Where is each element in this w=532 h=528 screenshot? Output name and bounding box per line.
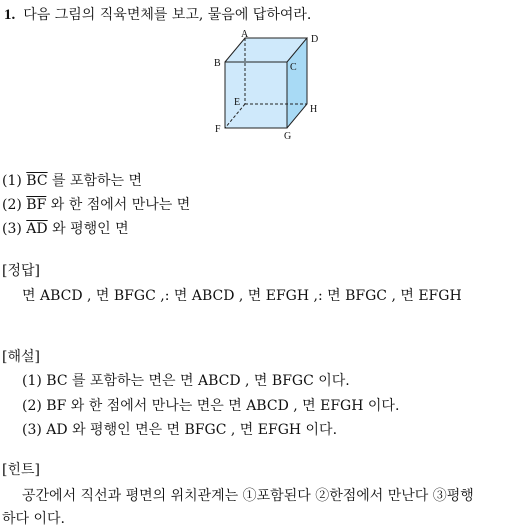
answer-text: 면 ABCD , 면 BFGC ,: 면 ABCD , 면 EFGH ,: 면 BFGC , 면 EFGH bbox=[22, 288, 462, 304]
vertex-label-h: H bbox=[310, 104, 318, 115]
vertex-label-a: A bbox=[241, 29, 249, 40]
subquestion-text: 와 평행인 면 bbox=[47, 221, 129, 237]
hint-heading: [힌트] bbox=[2, 462, 40, 478]
vertex-label-d: D bbox=[311, 34, 319, 45]
segment-bf: $\overline{BF}$ bbox=[26, 197, 47, 213]
subquestion-2 bbox=[2, 194, 190, 214]
vertex-label-g: G bbox=[284, 131, 292, 140]
segment-ad: $\overline{AD}$ bbox=[26, 221, 48, 237]
subquestion-number: (3) bbox=[2, 221, 22, 237]
hint-line-1: 공간에서 직선과 평면의 위치관계는 ①포함된다 ②한점에서 만난다 ③평행 bbox=[22, 488, 474, 504]
question-number: 1. bbox=[4, 7, 16, 23]
vertex-label-c: C bbox=[290, 62, 297, 73]
explanation-line-2: (2) BF 와 한 점에서 만나는 면은 면 ABCD , 면 EFGH 이다. bbox=[22, 398, 400, 414]
cuboid-figure bbox=[205, 28, 325, 140]
subquestion-3 bbox=[2, 218, 129, 238]
segment-bc: $\overline{BC}$ bbox=[26, 173, 48, 189]
explanation-line-1: (1) BC 를 포함하는 면은 면 ABCD , 면 BFGC 이다. bbox=[22, 373, 350, 389]
vertex-label-b: B bbox=[214, 58, 221, 69]
question-title bbox=[4, 4, 311, 24]
explanation-heading: [해설] bbox=[2, 349, 40, 365]
vertex-label-e: E bbox=[234, 97, 241, 108]
subquestion-number: (2) bbox=[2, 197, 22, 213]
subquestion-text: 를 포함하는 면 bbox=[47, 173, 143, 189]
front-face-bfgc bbox=[225, 62, 287, 128]
hint-line-2: 하다 이다. bbox=[2, 511, 65, 527]
explanation-line-3: (3) AD 와 평행인 면은 면 BFGC , 면 EFGH 이다. bbox=[22, 422, 338, 438]
subquestion-number: (1) bbox=[2, 173, 22, 189]
vertex-label-f: F bbox=[215, 124, 221, 135]
answer-heading: [정답] bbox=[2, 263, 40, 279]
subquestion-1 bbox=[2, 170, 142, 190]
subquestion-text: 와 한 점에서 만나는 면 bbox=[46, 197, 191, 213]
question-prompt: 다음 그림의 직육면체를 보고, 물음에 답하여라. bbox=[23, 7, 312, 23]
